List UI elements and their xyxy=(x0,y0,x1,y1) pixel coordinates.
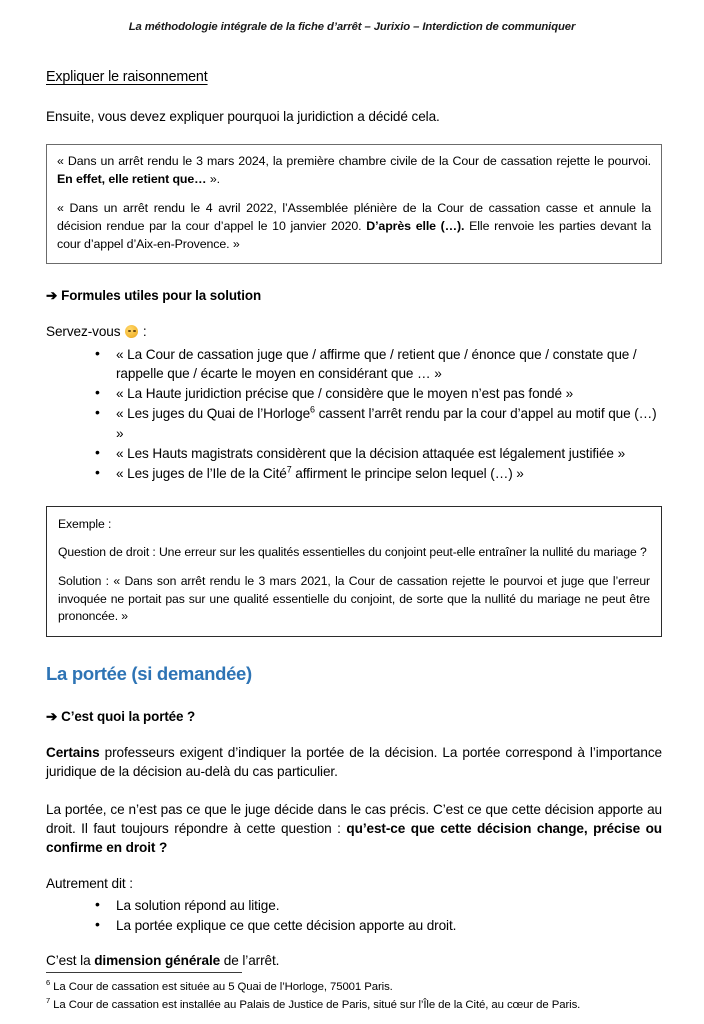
footnotes-area xyxy=(46,972,662,1016)
quote-1-bold: En effet, elle retient que… xyxy=(57,172,210,187)
subheading-cest-quoi-la-portee xyxy=(46,709,662,725)
quote-1-text-b: ». xyxy=(209,172,220,187)
arrow-right-icon: ➔ xyxy=(46,288,58,304)
closing-bold: dimension générale xyxy=(94,953,221,969)
list-item: • La solution répond au litige. xyxy=(95,896,662,915)
list-item: • La portée explique ce que cette décision apporte au droit. xyxy=(95,916,662,935)
portee-paragraph-1 xyxy=(46,743,662,782)
example-label: Exemple : xyxy=(58,516,112,531)
closing-paragraph xyxy=(46,951,662,970)
bullet-cite-a: « Les juges de l’Ile de la Cité xyxy=(116,466,287,482)
quote-2-text-a: « Dans un arrêt rendu le 4 avril 2022, l’Assemblée plénière de la Cour de cassation casse et annule la décision rendue par la cour d’appel le 10 janvier 2020. xyxy=(57,201,651,234)
servez-vous-text: Servez-vous xyxy=(46,324,125,340)
quote-paragraph-1 xyxy=(57,153,651,189)
list-item xyxy=(95,404,662,443)
example-question: Question de droit : Une erreur sur les qualités essentielles du conjoint peut-elle entraîner la nullité du mariage ? xyxy=(58,545,647,560)
footnote-6-text: La Cour de cassation est située au 5 Quai de l’Horloge, 75001 Paris. xyxy=(53,981,393,994)
autrement-dit-label: Autrement dit : xyxy=(46,875,133,891)
arrow-right-icon: ➔ xyxy=(46,709,58,725)
section-heading-expliquer: Expliquer le raisonnement xyxy=(46,69,208,85)
page-title-portee: La portée (si demandée) xyxy=(46,663,252,685)
portee-p2-text: La portée, ce n’est pas ce que le juge décide dans le cas précis. C’est ce que cette décision apporte au droit. Il faut toujours répondre à cette question : xyxy=(46,801,662,836)
portee-p1-rest: professeurs exigent d’indiquer la portée de la décision. La portée correspond à l’importance juridique de la décision au-delà du cas particulier. xyxy=(46,745,662,780)
footnote-7 xyxy=(46,998,662,1014)
example-box xyxy=(46,506,662,637)
formules-bullet-list xyxy=(46,345,662,484)
footnote-marker-6: 6 xyxy=(46,978,51,988)
quote-box xyxy=(46,144,662,264)
winking-face-emoji xyxy=(125,325,138,338)
portee-p1-bold: Certains xyxy=(46,745,100,761)
footnote-6 xyxy=(46,980,662,996)
bullet-horloge-b: cassent l’arrêt rendu par la cour d’appel au motif que (…) » xyxy=(116,406,657,441)
document-body xyxy=(0,69,704,971)
footnote-marker-7: 7 xyxy=(46,996,51,1006)
intro-paragraph: Ensuite, vous devez expliquer pourquoi la juridiction a décidé cela. xyxy=(46,109,440,124)
footnote-7-text: La Cour de cassation est installée au Palais de Justice de Paris, situé sur l’Île de la Cité, au cœur de Paris. xyxy=(53,999,581,1012)
subheading-formules xyxy=(46,288,662,304)
quote-2-bold: D’après elle (…). xyxy=(366,219,465,234)
example-solution: Solution : « Dans son arrêt rendu le 3 mars 2021, la Cour de cassation rejette le pourvoi et juge que l’erreur invoquée ne portait pas sur une qualité essentielle du conjoint, de sorte que la nullité du mariage ne peut être prononcée. » xyxy=(58,573,650,624)
quote-paragraph-2 xyxy=(57,200,651,254)
quote-2-text-b: Elle renvoie les parties devant la cour d’appel d’Aix-en-Provence. » xyxy=(57,219,651,252)
list-item: • « La Cour de cassation juge que / affirme que / retient que / énonce que / constate que / rappelle que / écarte le moyen en considérant que … » xyxy=(95,345,662,384)
portee-p2-bold: qu’est-ce que cette décision change, précise ou confirme en droit ? xyxy=(46,820,662,856)
subheading-portee-label: C’est quoi la portée ? xyxy=(61,709,196,725)
page-header: La méthodologie intégrale de la fiche d’arrêt – Jurixio – Interdiction de communiquer xyxy=(128,21,576,33)
servez-vous-colon: : xyxy=(139,324,147,340)
portee-bullet-list xyxy=(46,896,662,936)
list-item xyxy=(95,464,662,483)
bullet-cite-b: affirment le principe selon lequel (…) » xyxy=(291,466,524,482)
bullet-horloge-a: « Les juges du Quai de l’Horloge xyxy=(116,406,311,422)
closing-text-a: C’est la xyxy=(46,953,95,969)
quote-1-text-a: « Dans un arrêt rendu le 3 mars 2024, la première chambre civile de la Cour de cassation rejette le pourvoi. xyxy=(57,154,651,169)
closing-text-b: de l’arrêt. xyxy=(220,953,280,969)
footnote-ref-6[interactable]: 6 xyxy=(310,404,315,415)
list-item: • « Les Hauts magistrats considèrent que la décision attaquée est légalement justifiée » xyxy=(95,444,662,463)
subheading-formules-label: Formules utiles pour la solution xyxy=(61,288,262,304)
servez-vous-line xyxy=(46,322,662,341)
list-item: • « La Haute juridiction précise que / considère que le moyen n’est pas fondé » xyxy=(95,384,662,403)
footnote-ref-7[interactable]: 7 xyxy=(286,464,292,475)
portee-paragraph-2 xyxy=(46,800,662,858)
footnote-separator xyxy=(46,972,242,973)
